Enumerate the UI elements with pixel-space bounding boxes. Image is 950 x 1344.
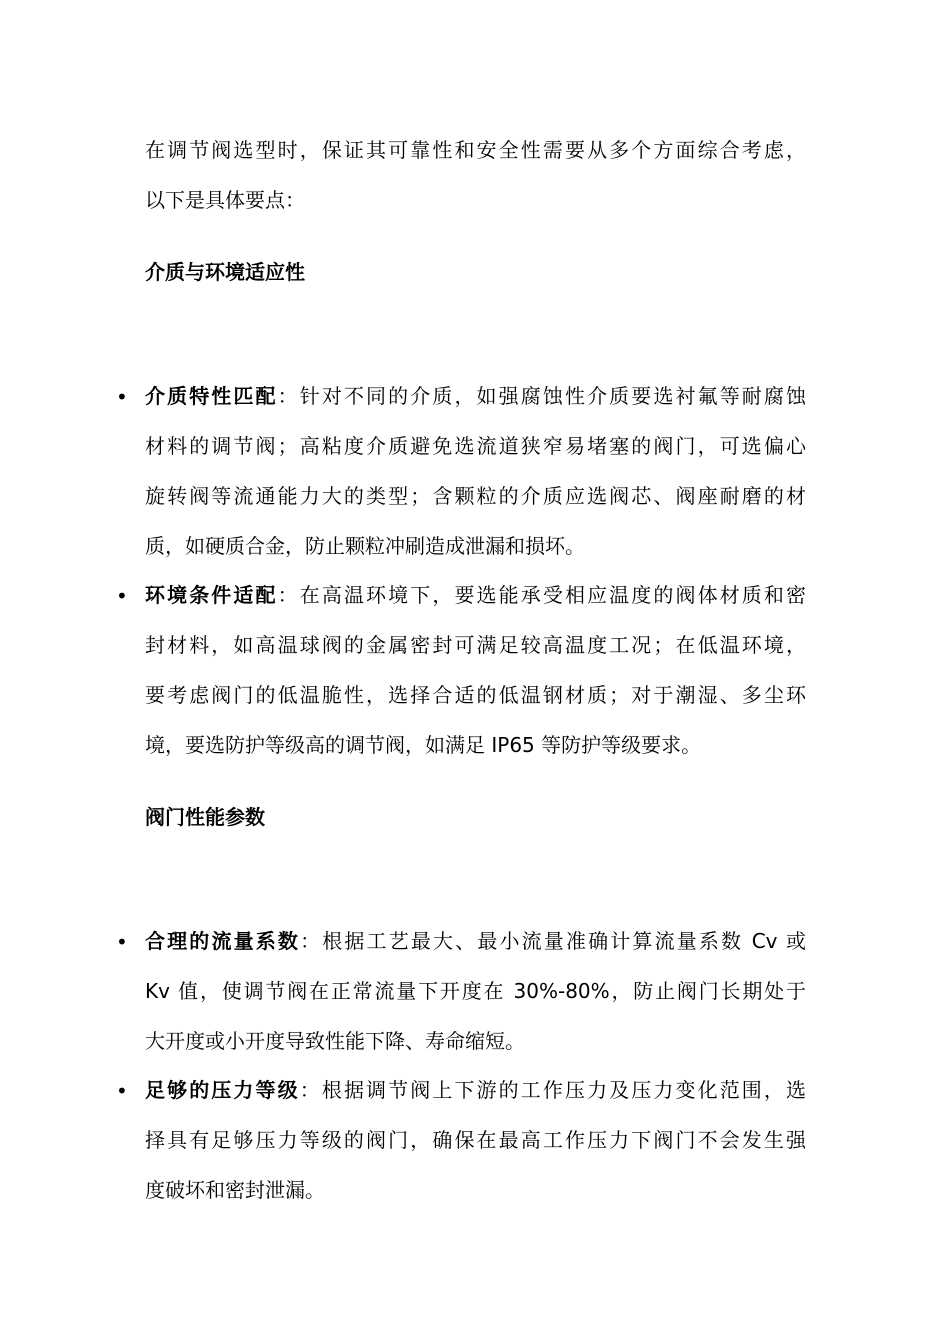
section-heading: 介质与环境适应性 xyxy=(145,260,305,284)
term-separator: ： xyxy=(277,384,300,408)
list-item-text: 在高温环境下，要选能承受相应温度的阀体材质和密 xyxy=(299,583,807,607)
list-item-line: Kv 值，使调节阀在正常流量下开度在 30%-80%，防止阀门长期处于 xyxy=(145,979,806,1003)
list-item-line: 大开度或小开度导致性能下降、寿命缩短。 xyxy=(145,1029,525,1053)
list-item-first-line xyxy=(145,582,806,608)
list-item-term: 介质特性匹配 xyxy=(145,384,278,408)
list-item-first-line xyxy=(145,383,806,409)
list-item-text: 根据工艺最大、最小流量准确计算流量系数 Cv 或 xyxy=(322,929,807,953)
list-item-line: 材料的调节阀；高粘度介质避免选流道狭窄易堵塞的阀门，可选偏心 xyxy=(145,434,806,458)
list-item-line: 质，如硬质合金，防止颗粒冲刷造成泄漏和损坏。 xyxy=(145,534,585,558)
bullet-marker: • xyxy=(116,930,128,954)
list-item-first-line xyxy=(145,1077,806,1103)
list-item-line: 封材料，如高温球阀的金属密封可满足较高温度工况；在低温环境， xyxy=(145,633,806,657)
bullet-marker: • xyxy=(116,385,128,409)
term-separator: ： xyxy=(299,1078,322,1102)
intro-line: 以下是具体要点： xyxy=(145,188,305,212)
list-item-term: 合理的流量系数 xyxy=(145,929,301,953)
list-item-line: 境，要选防护等级高的调节阀，如满足 IP65 等防护等级要求。 xyxy=(145,733,702,757)
term-separator: ： xyxy=(300,929,323,953)
bullet-marker: • xyxy=(116,584,128,608)
list-item-text: 针对不同的介质，如强腐蚀性介质要选衬氟等耐腐蚀 xyxy=(299,384,807,408)
list-item-term: 环境条件适配 xyxy=(145,583,278,607)
term-separator: ： xyxy=(277,583,300,607)
bullet-marker: • xyxy=(116,1079,128,1103)
list-item-term: 足够的压力等级 xyxy=(145,1078,300,1102)
list-item-line: 要考虑阀门的低温脆性，选择合适的低温钢材质；对于潮湿、多尘环 xyxy=(145,683,806,707)
intro-line: 在调节阀选型时，保证其可靠性和安全性需要从多个方面综合考虑， xyxy=(145,138,806,162)
list-item-line: 旋转阀等流通能力大的类型；含颗粒的介质应选阀芯、阀座耐磨的材 xyxy=(145,484,806,508)
list-item-text: 根据调节阀上下游的工作压力及压力变化范围，选 xyxy=(321,1078,807,1102)
section-heading: 阀门性能参数 xyxy=(145,805,265,829)
list-item-first-line xyxy=(145,928,806,954)
list-item-line: 择具有足够压力等级的阀门，确保在最高工作压力下阀门不会发生强 xyxy=(145,1128,806,1152)
list-item-line: 度破坏和密封泄漏。 xyxy=(145,1178,325,1202)
